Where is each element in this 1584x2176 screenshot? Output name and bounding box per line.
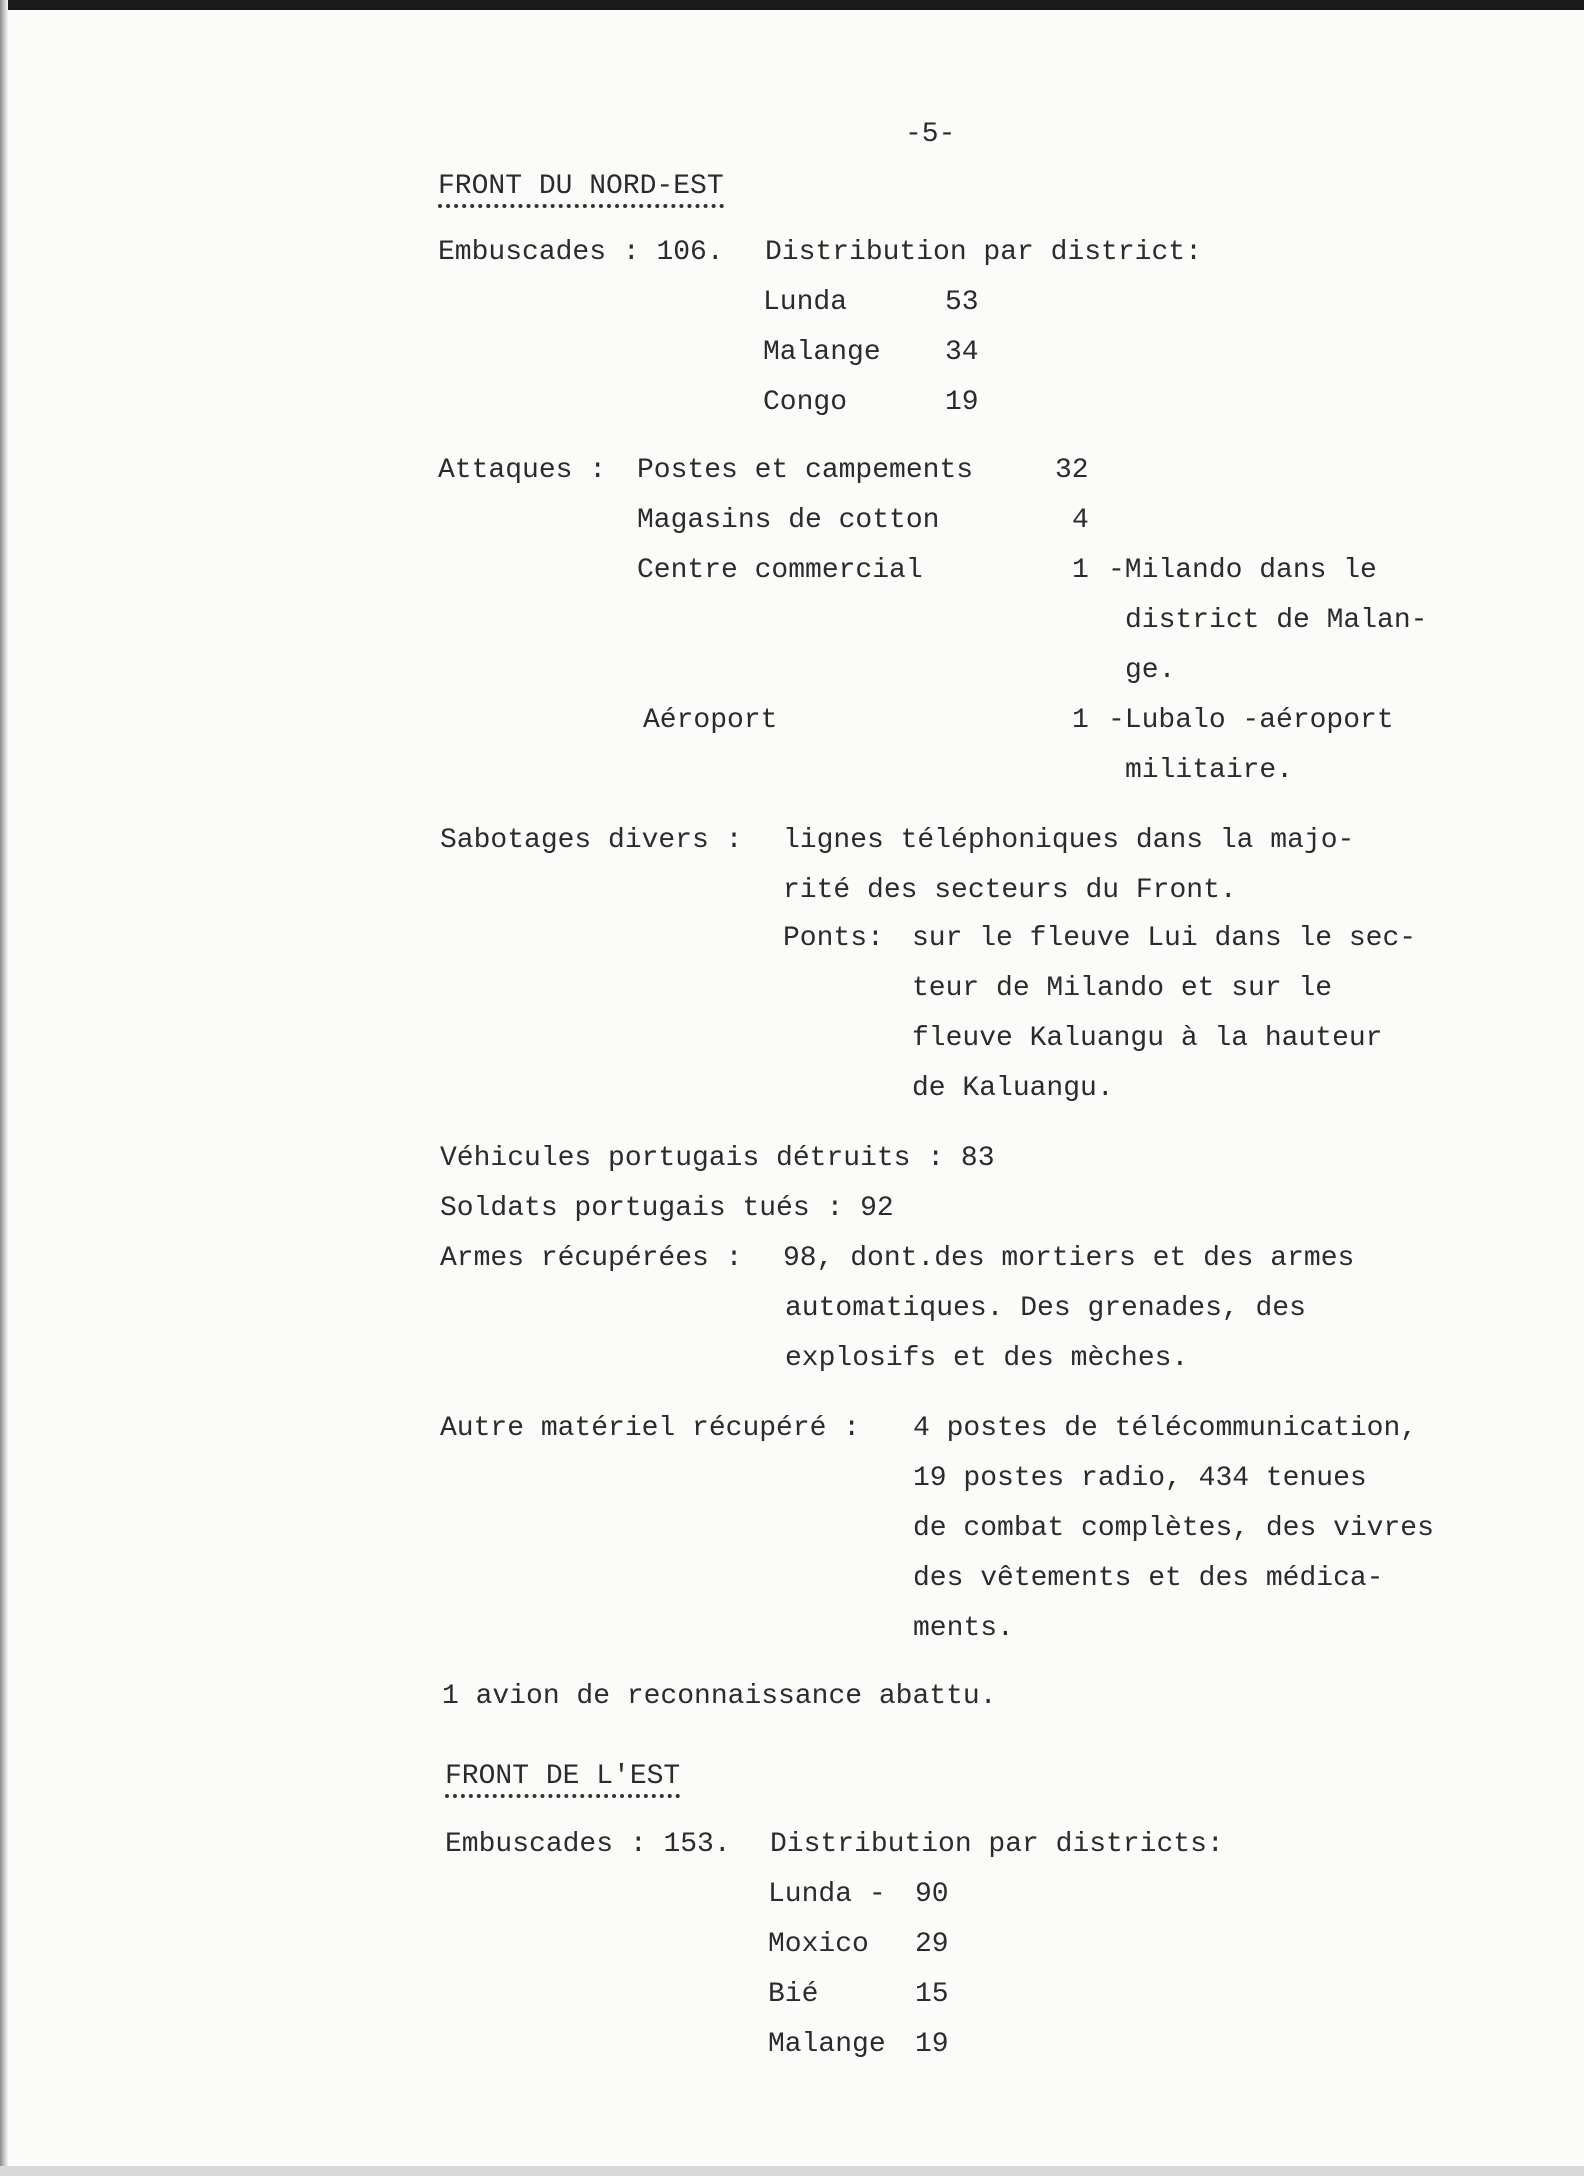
e-district-count: 19 — [915, 2029, 949, 2060]
ne-attack-label: Aéroport — [643, 705, 778, 736]
e-district-name: Moxico — [768, 1929, 869, 1960]
scan-left-edge — [0, 0, 8, 2176]
ne-attack-note: ge. — [1125, 655, 1176, 686]
ne-other-line: 4 postes de télécommunication, — [913, 1413, 1418, 1444]
e-district-name: Lunda - — [768, 1879, 886, 1910]
ne-district-name: Congo — [763, 387, 848, 418]
ne-weapons-line: 98, dont.des mortiers et des armes — [783, 1243, 1355, 1274]
ne-attack-label: Magasins de cotton — [637, 505, 940, 536]
ne-weapons-label: Armes récupérées : — [440, 1243, 743, 1274]
ne-other-line: 19 postes radio, 434 tenues — [913, 1463, 1367, 1494]
ne-vehicles: Véhicules portugais détruits : 83 — [440, 1143, 995, 1174]
ne-soldiers-count: 92 — [860, 1193, 894, 1224]
ne-bridges-line: fleuve Kaluangu à la hauteur — [912, 1023, 1383, 1054]
e-district-name: Malange — [768, 2029, 886, 2060]
ne-attack-note: district de Malan- — [1125, 605, 1428, 636]
east-heading: FRONT DE L'EST — [445, 1760, 680, 1798]
ne-sabotage-label: Sabotages divers : — [440, 825, 743, 856]
ne-bridges-line: teur de Milando et sur le — [912, 973, 1333, 1004]
ne-other-line: des vêtements et des médica- — [913, 1563, 1384, 1594]
ne-district-name: Malange — [763, 337, 881, 368]
scan-bottom-edge — [0, 2166, 1584, 2176]
ne-attack-count: 1 — [1072, 705, 1089, 736]
ne-other-line: ments. — [913, 1613, 1014, 1644]
ne-attack-note: militaire. — [1125, 755, 1294, 786]
e-district-count: 15 — [915, 1979, 949, 2010]
page-number: -5- — [905, 119, 956, 150]
e-district-count: 29 — [915, 1929, 949, 1960]
ne-sabotage-line: rité des secteurs du Front. — [783, 875, 1237, 906]
ne-vehicles-count: 83 — [960, 1143, 995, 1174]
e-distribution-label: Distribution par districts: — [770, 1829, 1224, 1860]
ne-distribution-label: Distribution par district: — [765, 237, 1202, 268]
ne-district-count: 53 — [945, 287, 979, 318]
ne-attack-count: 4 — [1072, 505, 1089, 536]
ne-attack-count: 32 — [1055, 455, 1089, 486]
ne-bridges-label: Ponts: — [783, 923, 884, 954]
ne-attack-label: Postes et campements — [637, 455, 974, 486]
e-district-count: 90 — [915, 1879, 949, 1910]
north-east-heading: FRONT DU NORD-EST — [438, 170, 724, 208]
ne-attack-count: 1 — [1072, 555, 1089, 586]
ne-district-count: 34 — [945, 337, 979, 368]
ne-bridges-line: sur le fleuve Lui dans le sec- — [912, 923, 1417, 954]
ne-bridges-line: de Kaluangu. — [912, 1073, 1114, 1104]
ne-attack-note: -Lubalo -aéroport — [1108, 705, 1394, 736]
ne-other-line: de combat complètes, des vivres — [913, 1513, 1434, 1544]
ne-weapons-line: automatiques. Des grenades, des — [785, 1293, 1306, 1324]
e-district-name: Bié — [768, 1979, 819, 2010]
e-ambushes-count: 153. — [663, 1829, 731, 1860]
e-ambushes-label: Embuscades : 153. — [445, 1829, 731, 1860]
ne-soldiers: Soldats portugais tués : 92 — [440, 1193, 894, 1224]
ne-plane-shot-down: 1 avion de reconnaissance abattu. — [442, 1681, 997, 1712]
ne-district-name: Lunda — [763, 287, 848, 318]
scan-top-edge — [0, 0, 1584, 10]
ne-attack-label: Centre commercial — [637, 555, 923, 586]
ne-ambushes-count: 106 — [656, 237, 707, 268]
ne-weapons-line: explosifs et des mèches. — [785, 1343, 1189, 1374]
ne-ambushes-label: Embuscades : 106. — [438, 237, 724, 268]
ne-attacks-label: Attaques : — [438, 455, 607, 486]
ne-sabotage-line: lignes téléphoniques dans la majo- — [783, 825, 1355, 856]
ne-attack-note: -Milando dans le — [1108, 555, 1377, 586]
ne-other-label: Autre matériel récupéré : — [440, 1413, 861, 1444]
ne-district-count: 19 — [945, 387, 979, 418]
